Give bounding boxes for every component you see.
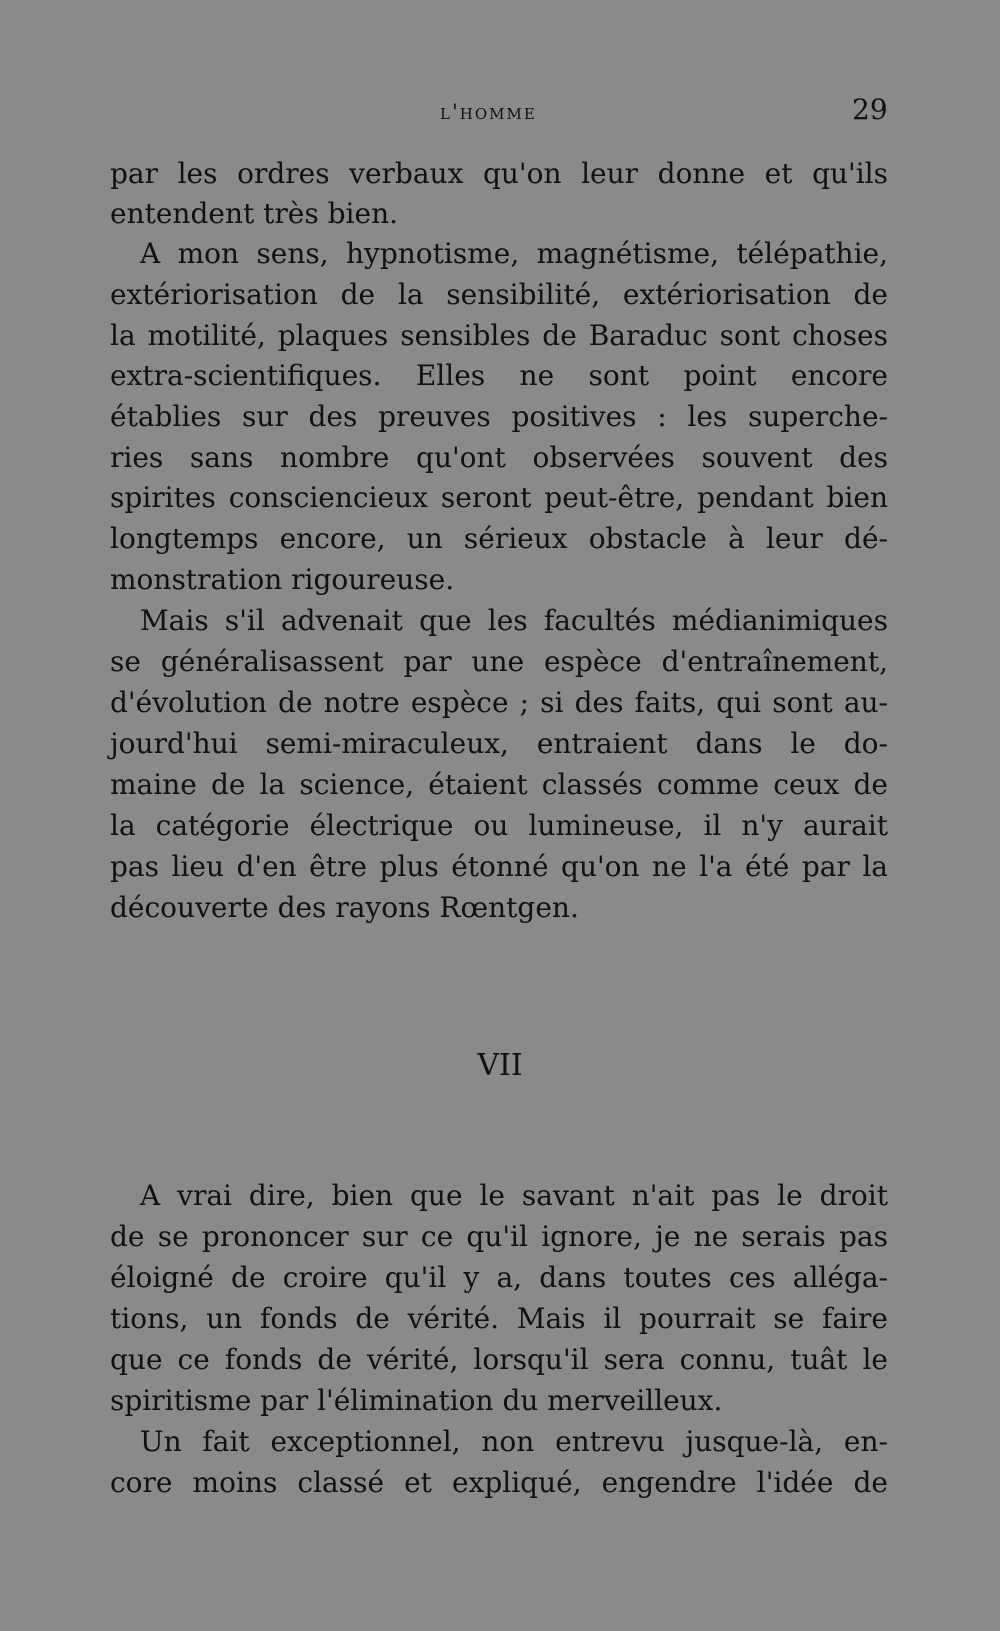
running-title: l'homme — [440, 100, 537, 124]
text-line: de se prononcer sur ce qu'il ignore, je ne serais pas — [110, 1220, 888, 1253]
text-line: tions, un fonds de vérité. Mais il pourrait se faire — [110, 1302, 888, 1335]
page-number: 29 — [852, 93, 888, 126]
text-line: d'évolution de notre espèce ; si des faits, qui sont au- — [110, 686, 888, 719]
text-line: par les ordres verbaux qu'on leur donne et qu'ils — [110, 157, 888, 190]
section-heading: VII — [477, 1048, 523, 1083]
text-line: Mais s'il advenait que les facultés médianimiques — [140, 604, 888, 637]
text-line: maine de la science, étaient classés comme ceux de — [110, 768, 888, 801]
text-line: établies sur des preuves positives : les superche- — [110, 400, 888, 433]
text-line: A mon sens, hypnotisme, magnétisme, télépathie, — [140, 237, 888, 270]
text-line: Un fait exceptionnel, non entrevu jusque-là, en- — [140, 1425, 888, 1458]
text-line: que ce fonds de vérité, lorsqu'il sera connu, tuât le — [110, 1343, 888, 1376]
text-line: ries sans nombre qu'ont observées souvent des — [110, 441, 888, 474]
text-line: entendent très bien. — [110, 197, 398, 230]
text-line: la motilité, plaques sensibles de Baraduc sont choses — [110, 319, 888, 352]
text-line: éloigné de croire qu'il y a, dans toutes ces alléga- — [110, 1261, 888, 1294]
text-line: core moins classé et expliqué, engendre l'idée de — [110, 1466, 888, 1499]
text-line: extériorisation de la sensibilité, extériorisation de — [110, 278, 888, 311]
text-line: la catégorie électrique ou lumineuse, il n'y aurait — [110, 809, 888, 842]
text-line: pas lieu d'en être plus étonné qu'on ne l'a été par la — [110, 850, 888, 883]
text-line: A vrai dire, bien que le savant n'ait pas le droit — [140, 1179, 888, 1212]
text-line: longtemps encore, un sérieux obstacle à leur dé- — [110, 522, 888, 555]
text-line: spirites consciencieux seront peut-être, pendant bien — [110, 481, 888, 514]
text-line: se généralisassent par une espèce d'entraînement, — [110, 645, 888, 678]
text-line: extra-scientifiques. Elles ne sont point encore — [110, 359, 888, 392]
text-line: jourd'hui semi-miraculeux, entraient dans le do- — [110, 727, 888, 760]
text-line: spiritisme par l'élimination du merveilleux. — [110, 1384, 723, 1417]
text-line: découverte des rayons Rœntgen. — [110, 891, 579, 924]
text-line: monstration rigoureuse. — [110, 563, 455, 596]
